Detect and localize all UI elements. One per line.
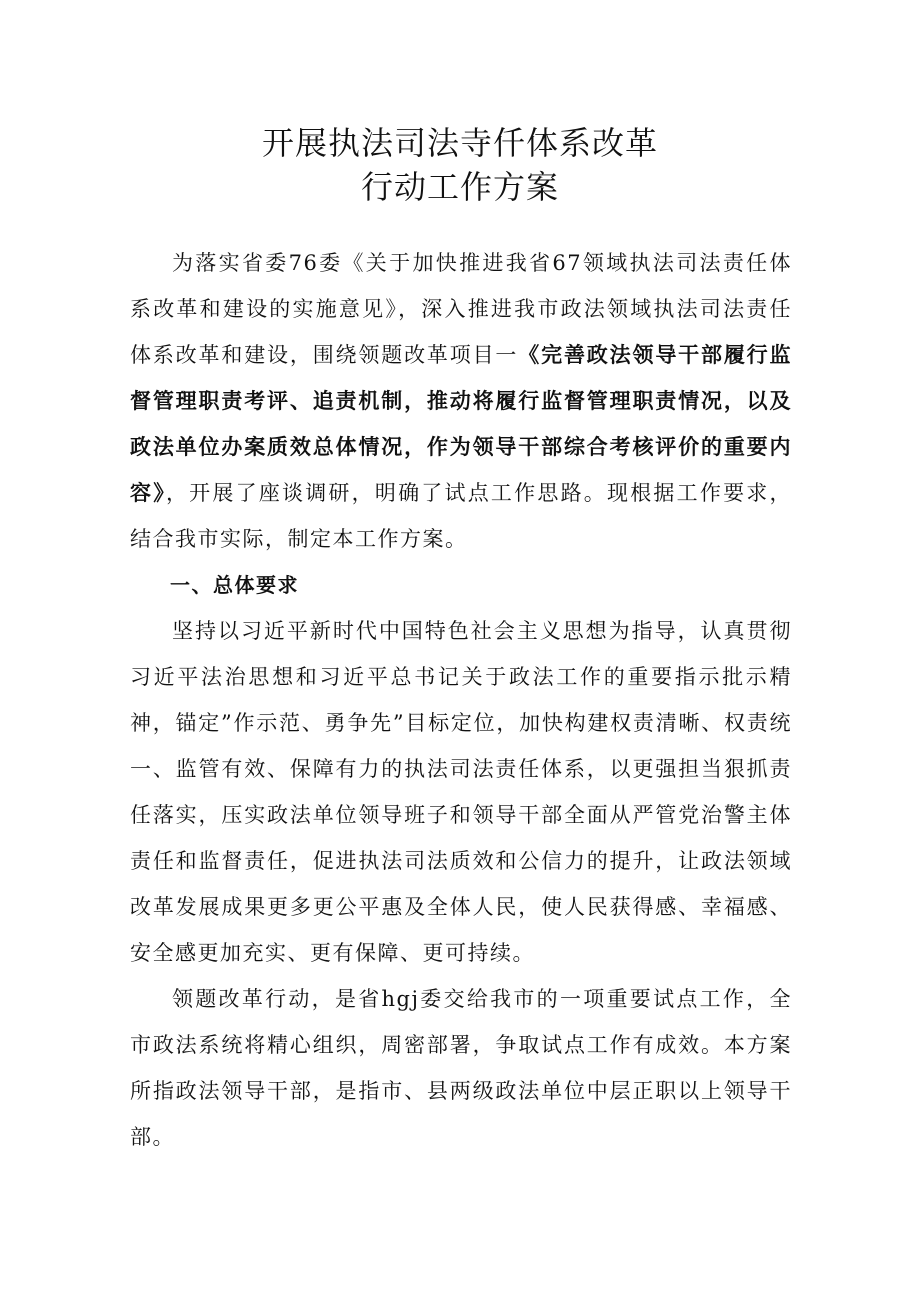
intro-text-2: ，开展了座谈调研，明确了试点工作思路。现根据工作要求，结合我市实际，制定本工作方案。 — [130, 481, 793, 551]
intro-paragraph — [130, 240, 792, 562]
section-1-paragraph-2: 领题改革行动，是省hgj委交给我市的一项重要试点工作，全市政法系统将精心组织，周密部署，争取试点工作有成效。本方案所指政法领导干部，是指市、县两级政法单位中层正职以上领导干部。 — [130, 987, 792, 1149]
intro-text-1: 为落实省委76委《关于加快推进我省67领域执法司法责任体系改革和建设的实施意见》，深入推进我市政法领域执法司法责任体系改革和建设，围绕领题改革项目一 — [130, 251, 792, 367]
section-1-heading: 一、总体要求 — [170, 573, 299, 597]
document-body — [130, 240, 792, 1160]
document-title-line-1: 开展执法司法寺仟体系改革 — [261, 124, 658, 162]
document-title-line-2: 行动工作方案 — [360, 168, 559, 206]
intro-bold-text: 《完善政法领导干部履行监督管理职责考评、追责机制，推动将履行监督管理职责情况，以及政法单位办案质效总体情况，作为领导干部综合考核评价的重要内容》 — [130, 342, 793, 505]
section-1-paragraph-1: 坚持以习近平新时代中国特色社会主义思想为指导，认真贯彻习近平法治思想和习近平总书记关于政法工作的重要指示批示精神，锚定”作示范、勇争先”目标定位，加快构建权责清晰、权责统一、监管有效、保障有力的执法司法责任体系，以更强担当狠抓责任落实，压实政法单位领导班子和领导干部全面从严管党治警主体责任和监督责任，促进执法司法质效和公信力的提升，让政法领域改革发展成果更多更公平惠及全体人民，使人民获得感、幸福感、安全感更加充实、更有保障、更可持续。 — [130, 619, 792, 965]
